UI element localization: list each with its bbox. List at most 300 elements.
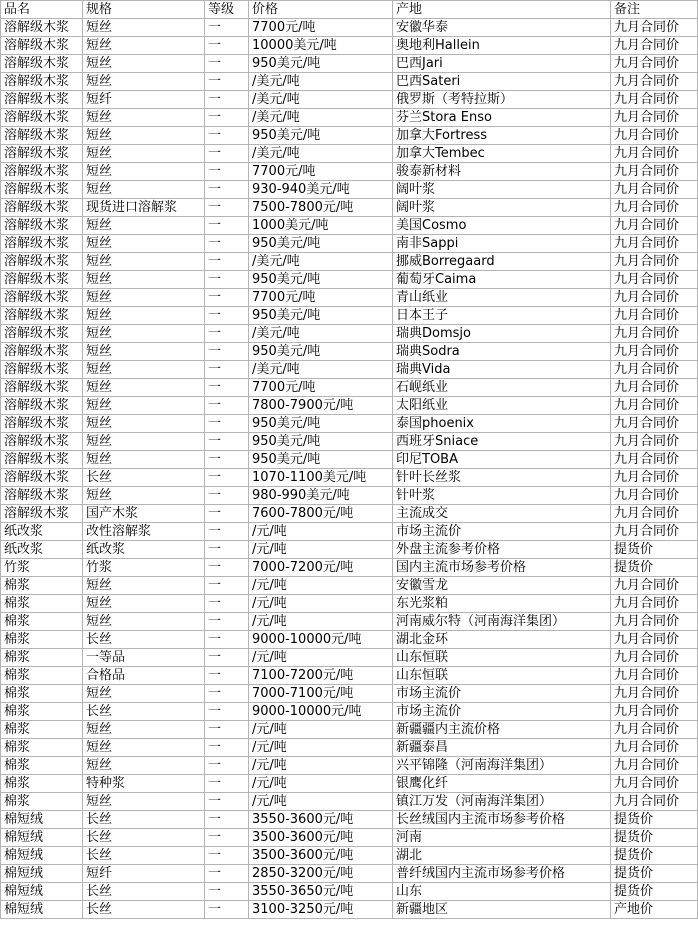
- cell-grade: 一: [205, 235, 249, 253]
- table-row: [1, 631, 698, 649]
- cell-grade: 一: [205, 163, 249, 181]
- cell-grade: 一: [205, 685, 249, 703]
- cell-origin: 湖北: [393, 847, 611, 865]
- cell-grade: 一: [205, 883, 249, 901]
- cell-note: 九月合同价: [611, 469, 698, 487]
- cell-spec: 短丝: [83, 181, 205, 199]
- cell-note: 九月合同价: [611, 397, 698, 415]
- cell-price: 3500-3600元/吨: [249, 847, 393, 865]
- cell-price: 7700元/吨: [249, 19, 393, 37]
- cell-grade: 一: [205, 541, 249, 559]
- header-origin: 产地: [393, 1, 611, 19]
- cell-price: 10000美元/吨: [249, 37, 393, 55]
- cell-price: 7700元/吨: [249, 379, 393, 397]
- table-row: [1, 901, 698, 919]
- cell-note: 提货价: [611, 829, 698, 847]
- cell-origin: 巴西Sateri: [393, 73, 611, 91]
- cell-origin: 兴平锦隆（河南海洋集团）: [393, 757, 611, 775]
- cell-product: 棉短绒: [1, 829, 83, 847]
- table-row: [1, 343, 698, 361]
- cell-note: 九月合同价: [611, 505, 698, 523]
- cell-price: 1070-1100美元/吨: [249, 469, 393, 487]
- cell-product: 溶解级木浆: [1, 73, 83, 91]
- cell-price: 7700元/吨: [249, 163, 393, 181]
- cell-spec: 短丝: [83, 145, 205, 163]
- cell-product: 棉浆: [1, 793, 83, 811]
- cell-origin: 瑞典Sodra: [393, 343, 611, 361]
- cell-origin: 太阳纸业: [393, 397, 611, 415]
- cell-product: 溶解级木浆: [1, 433, 83, 451]
- cell-spec: 短丝: [83, 577, 205, 595]
- cell-price: 980-990美元/吨: [249, 487, 393, 505]
- table-row: [1, 739, 698, 757]
- cell-origin: 东光浆粕: [393, 595, 611, 613]
- cell-spec: 一等品: [83, 649, 205, 667]
- cell-grade: 一: [205, 181, 249, 199]
- table-row: [1, 235, 698, 253]
- cell-note: 九月合同价: [611, 757, 698, 775]
- cell-spec: 长丝: [83, 631, 205, 649]
- cell-spec: 长丝: [83, 811, 205, 829]
- cell-note: 九月合同价: [611, 577, 698, 595]
- cell-product: 溶解级木浆: [1, 109, 83, 127]
- cell-note: 九月合同价: [611, 19, 698, 37]
- table-row: [1, 253, 698, 271]
- cell-spec: 短丝: [83, 397, 205, 415]
- cell-origin: 市场主流价: [393, 685, 611, 703]
- table-row: [1, 775, 698, 793]
- cell-origin: 新疆泰昌: [393, 739, 611, 757]
- table-row: [1, 73, 698, 91]
- table-row: [1, 397, 698, 415]
- cell-note: 九月合同价: [611, 343, 698, 361]
- cell-spec: 长丝: [83, 847, 205, 865]
- cell-spec: 特种浆: [83, 775, 205, 793]
- table-row: [1, 451, 698, 469]
- cell-product: 溶解级木浆: [1, 91, 83, 109]
- cell-spec: 改性溶解浆: [83, 523, 205, 541]
- cell-price: 7000-7100元/吨: [249, 685, 393, 703]
- cell-product: 棉浆: [1, 685, 83, 703]
- cell-product: 溶解级木浆: [1, 343, 83, 361]
- cell-spec: 短丝: [83, 289, 205, 307]
- cell-spec: 长丝: [83, 883, 205, 901]
- cell-grade: 一: [205, 325, 249, 343]
- cell-product: 棉浆: [1, 739, 83, 757]
- cell-price: /美元/吨: [249, 361, 393, 379]
- cell-origin: 石岘纸业: [393, 379, 611, 397]
- table-row: [1, 559, 698, 577]
- cell-grade: 一: [205, 595, 249, 613]
- cell-note: 九月合同价: [611, 685, 698, 703]
- cell-spec: 短丝: [83, 343, 205, 361]
- cell-price: 950美元/吨: [249, 415, 393, 433]
- cell-spec: 短丝: [83, 433, 205, 451]
- cell-price: /元/吨: [249, 721, 393, 739]
- cell-spec: 短纤: [83, 865, 205, 883]
- cell-spec: 短丝: [83, 307, 205, 325]
- cell-grade: 一: [205, 721, 249, 739]
- cell-note: 九月合同价: [611, 145, 698, 163]
- table-row: [1, 883, 698, 901]
- cell-origin: 瑞典Vida: [393, 361, 611, 379]
- cell-spec: 短丝: [83, 163, 205, 181]
- cell-grade: 一: [205, 433, 249, 451]
- cell-note: 九月合同价: [611, 379, 698, 397]
- cell-origin: 青山纸业: [393, 289, 611, 307]
- cell-price: 950美元/吨: [249, 451, 393, 469]
- cell-origin: 俄罗斯（考特拉斯）: [393, 91, 611, 109]
- cell-origin: 针叶长丝浆: [393, 469, 611, 487]
- cell-product: 溶解级木浆: [1, 487, 83, 505]
- cell-spec: 短丝: [83, 109, 205, 127]
- table-row: [1, 127, 698, 145]
- cell-spec: 短丝: [83, 19, 205, 37]
- cell-price: 3550-3600元/吨: [249, 811, 393, 829]
- cell-price: 930-940美元/吨: [249, 181, 393, 199]
- cell-price: 950美元/吨: [249, 271, 393, 289]
- table-row: [1, 721, 698, 739]
- cell-product: 棉短绒: [1, 847, 83, 865]
- cell-price: 7100-7200元/吨: [249, 667, 393, 685]
- table-row: [1, 829, 698, 847]
- cell-origin: 日本王子: [393, 307, 611, 325]
- cell-product: 棉短绒: [1, 865, 83, 883]
- cell-price: /美元/吨: [249, 325, 393, 343]
- cell-product: 纸改浆: [1, 523, 83, 541]
- cell-note: 九月合同价: [611, 307, 698, 325]
- cell-note: 九月合同价: [611, 127, 698, 145]
- cell-origin: 长丝绒国内主流市场参考价格: [393, 811, 611, 829]
- table-row: [1, 217, 698, 235]
- cell-grade: 一: [205, 19, 249, 37]
- cell-product: 溶解级木浆: [1, 415, 83, 433]
- cell-price: 9000-10000元/吨: [249, 631, 393, 649]
- cell-grade: 一: [205, 901, 249, 919]
- cell-grade: 一: [205, 253, 249, 271]
- cell-product: 溶解级木浆: [1, 235, 83, 253]
- cell-origin: 巴西Jari: [393, 55, 611, 73]
- cell-product: 棉短绒: [1, 883, 83, 901]
- table-row: [1, 109, 698, 127]
- table-body: [1, 19, 698, 919]
- cell-product: 棉浆: [1, 703, 83, 721]
- cell-grade: 一: [205, 703, 249, 721]
- cell-grade: 一: [205, 37, 249, 55]
- cell-product: 溶解级木浆: [1, 127, 83, 145]
- cell-origin: 山东恒联: [393, 649, 611, 667]
- cell-origin: 普纤绒国内主流市场参考价格: [393, 865, 611, 883]
- cell-spec: 短丝: [83, 127, 205, 145]
- table-row: [1, 469, 698, 487]
- cell-spec: 短纤: [83, 91, 205, 109]
- cell-product: 溶解级木浆: [1, 55, 83, 73]
- cell-note: 九月合同价: [611, 523, 698, 541]
- cell-product: 溶解级木浆: [1, 145, 83, 163]
- cell-origin: 西班牙Sniace: [393, 433, 611, 451]
- cell-origin: 美国Cosmo: [393, 217, 611, 235]
- cell-price: 950美元/吨: [249, 55, 393, 73]
- cell-origin: 山东: [393, 883, 611, 901]
- cell-note: 九月合同价: [611, 739, 698, 757]
- cell-grade: 一: [205, 505, 249, 523]
- cell-grade: 一: [205, 847, 249, 865]
- cell-product: 溶解级木浆: [1, 505, 83, 523]
- cell-note: 九月合同价: [611, 415, 698, 433]
- cell-note: 九月合同价: [611, 91, 698, 109]
- cell-price: /元/吨: [249, 613, 393, 631]
- cell-spec: 短丝: [83, 379, 205, 397]
- cell-spec: 短丝: [83, 325, 205, 343]
- cell-note: 九月合同价: [611, 181, 698, 199]
- cell-spec: 短丝: [83, 721, 205, 739]
- cell-origin: 葡萄牙Caima: [393, 271, 611, 289]
- cell-spec: 短丝: [83, 271, 205, 289]
- cell-price: 950美元/吨: [249, 235, 393, 253]
- cell-grade: 一: [205, 379, 249, 397]
- cell-origin: 挪威Borregaard: [393, 253, 611, 271]
- cell-grade: 一: [205, 739, 249, 757]
- cell-origin: 河南: [393, 829, 611, 847]
- cell-product: 棉浆: [1, 757, 83, 775]
- cell-product: 溶解级木浆: [1, 19, 83, 37]
- cell-origin: 加拿大Tembec: [393, 145, 611, 163]
- cell-note: 提货价: [611, 847, 698, 865]
- table-row: [1, 847, 698, 865]
- cell-origin: 湖北金环: [393, 631, 611, 649]
- cell-spec: 短丝: [83, 73, 205, 91]
- cell-grade: 一: [205, 667, 249, 685]
- cell-note: 九月合同价: [611, 73, 698, 91]
- cell-grade: 一: [205, 307, 249, 325]
- cell-spec: 长丝: [83, 829, 205, 847]
- cell-spec: 短丝: [83, 451, 205, 469]
- cell-note: 九月合同价: [611, 649, 698, 667]
- table-row: [1, 361, 698, 379]
- cell-spec: 短丝: [83, 487, 205, 505]
- cell-origin: 安徽华泰: [393, 19, 611, 37]
- cell-grade: 一: [205, 217, 249, 235]
- cell-origin: 外盘主流参考价格: [393, 541, 611, 559]
- cell-price: 9000-10000元/吨: [249, 703, 393, 721]
- cell-grade: 一: [205, 451, 249, 469]
- cell-price: 2850-3200元/吨: [249, 865, 393, 883]
- cell-grade: 一: [205, 757, 249, 775]
- cell-product: 溶解级木浆: [1, 253, 83, 271]
- table-row: [1, 163, 698, 181]
- cell-price: 950美元/吨: [249, 343, 393, 361]
- cell-note: 九月合同价: [611, 271, 698, 289]
- cell-grade: 一: [205, 865, 249, 883]
- cell-product: 溶解级木浆: [1, 37, 83, 55]
- cell-origin: 新疆地区: [393, 901, 611, 919]
- table-row: [1, 55, 698, 73]
- cell-origin: 安徽雪龙: [393, 577, 611, 595]
- cell-product: 棉浆: [1, 577, 83, 595]
- cell-price: /元/吨: [249, 595, 393, 613]
- cell-note: 提货价: [611, 865, 698, 883]
- table-row: [1, 325, 698, 343]
- cell-grade: 一: [205, 649, 249, 667]
- cell-spec: 长丝: [83, 703, 205, 721]
- cell-product: 溶解级木浆: [1, 379, 83, 397]
- cell-note: 九月合同价: [611, 199, 698, 217]
- cell-spec: 短丝: [83, 253, 205, 271]
- cell-price: 7600-7800元/吨: [249, 505, 393, 523]
- cell-note: 提货价: [611, 559, 698, 577]
- cell-note: 产地价: [611, 901, 698, 919]
- cell-product: 棉浆: [1, 631, 83, 649]
- table-row: [1, 577, 698, 595]
- cell-origin: 针叶浆: [393, 487, 611, 505]
- cell-note: 九月合同价: [611, 667, 698, 685]
- cell-price: /元/吨: [249, 577, 393, 595]
- cell-spec: 长丝: [83, 469, 205, 487]
- cell-price: 1000美元/吨: [249, 217, 393, 235]
- cell-spec: 竹浆: [83, 559, 205, 577]
- cell-origin: 河南威尔特（河南海洋集团）: [393, 613, 611, 631]
- cell-origin: 印尼TOBA: [393, 451, 611, 469]
- cell-origin: 奥地利Hallein: [393, 37, 611, 55]
- cell-price: /元/吨: [249, 649, 393, 667]
- cell-product: 溶解级木浆: [1, 307, 83, 325]
- cell-spec: 合格品: [83, 667, 205, 685]
- cell-note: 九月合同价: [611, 289, 698, 307]
- table-row: [1, 811, 698, 829]
- cell-note: 提货价: [611, 883, 698, 901]
- cell-price: /元/吨: [249, 541, 393, 559]
- cell-price: 7500-7800元/吨: [249, 199, 393, 217]
- header-grade: 等级: [205, 1, 249, 19]
- table-row: [1, 757, 698, 775]
- cell-origin: 阔叶浆: [393, 181, 611, 199]
- cell-grade: 一: [205, 469, 249, 487]
- cell-grade: 一: [205, 271, 249, 289]
- cell-origin: 南非Sappi: [393, 235, 611, 253]
- table-row: [1, 667, 698, 685]
- cell-product: 棉浆: [1, 613, 83, 631]
- cell-note: 九月合同价: [611, 487, 698, 505]
- cell-note: 提货价: [611, 541, 698, 559]
- cell-origin: 新疆疆内主流价格: [393, 721, 611, 739]
- cell-product: 纸改浆: [1, 541, 83, 559]
- cell-product: 棉浆: [1, 775, 83, 793]
- cell-spec: 短丝: [83, 235, 205, 253]
- cell-price: 3100-3250元/吨: [249, 901, 393, 919]
- cell-note: 九月合同价: [611, 55, 698, 73]
- cell-price: 7700元/吨: [249, 289, 393, 307]
- cell-product: 棉浆: [1, 667, 83, 685]
- cell-spec: 长丝: [83, 901, 205, 919]
- cell-price: 7800-7900元/吨: [249, 397, 393, 415]
- cell-price: /美元/吨: [249, 253, 393, 271]
- header-row: [1, 1, 698, 19]
- cell-price: 7000-7200元/吨: [249, 559, 393, 577]
- table-row: [1, 613, 698, 631]
- table-row: [1, 703, 698, 721]
- cell-grade: 一: [205, 199, 249, 217]
- cell-grade: 一: [205, 127, 249, 145]
- table-row: [1, 415, 698, 433]
- cell-note: 九月合同价: [611, 109, 698, 127]
- cell-note: 九月合同价: [611, 433, 698, 451]
- cell-note: 九月合同价: [611, 775, 698, 793]
- cell-product: 溶解级木浆: [1, 361, 83, 379]
- cell-price: /美元/吨: [249, 91, 393, 109]
- header-product: 品名: [1, 1, 83, 19]
- cell-price: 950美元/吨: [249, 433, 393, 451]
- cell-price: /元/吨: [249, 793, 393, 811]
- table-row: [1, 649, 698, 667]
- cell-origin: 加拿大Fortress: [393, 127, 611, 145]
- table-row: [1, 181, 698, 199]
- cell-note: 提货价: [611, 811, 698, 829]
- cell-spec: 短丝: [83, 415, 205, 433]
- cell-note: 九月合同价: [611, 361, 698, 379]
- cell-origin: 镇江万发（河南海洋集团）: [393, 793, 611, 811]
- cell-price: /元/吨: [249, 757, 393, 775]
- cell-grade: 一: [205, 415, 249, 433]
- cell-origin: 瑞典Domsjo: [393, 325, 611, 343]
- cell-spec: 国产木浆: [83, 505, 205, 523]
- cell-grade: 一: [205, 55, 249, 73]
- cell-spec: 短丝: [83, 55, 205, 73]
- cell-product: 竹浆: [1, 559, 83, 577]
- table-row: [1, 487, 698, 505]
- cell-spec: 短丝: [83, 217, 205, 235]
- cell-grade: 一: [205, 91, 249, 109]
- cell-grade: 一: [205, 559, 249, 577]
- cell-price: /美元/吨: [249, 145, 393, 163]
- cell-grade: 一: [205, 613, 249, 631]
- cell-product: 溶解级木浆: [1, 217, 83, 235]
- cell-product: 溶解级木浆: [1, 325, 83, 343]
- cell-grade: 一: [205, 343, 249, 361]
- cell-note: 九月合同价: [611, 613, 698, 631]
- cell-origin: 市场主流价: [393, 703, 611, 721]
- table-row: [1, 307, 698, 325]
- cell-note: 九月合同价: [611, 253, 698, 271]
- cell-grade: 一: [205, 289, 249, 307]
- cell-note: 九月合同价: [611, 721, 698, 739]
- table-row: [1, 865, 698, 883]
- cell-note: 九月合同价: [611, 163, 698, 181]
- cell-grade: 一: [205, 631, 249, 649]
- cell-origin: 市场主流价: [393, 523, 611, 541]
- cell-note: 九月合同价: [611, 793, 698, 811]
- cell-spec: 现货进口溶解浆: [83, 199, 205, 217]
- cell-price: /美元/吨: [249, 73, 393, 91]
- cell-price: 3500-3600元/吨: [249, 829, 393, 847]
- cell-origin: 山东恒联: [393, 667, 611, 685]
- cell-spec: 短丝: [83, 613, 205, 631]
- cell-product: 溶解级木浆: [1, 289, 83, 307]
- cell-price: 950美元/吨: [249, 127, 393, 145]
- cell-origin: 国内主流市场参考价格: [393, 559, 611, 577]
- cell-origin: 芬兰Stora Enso: [393, 109, 611, 127]
- table-row: [1, 145, 698, 163]
- cell-grade: 一: [205, 397, 249, 415]
- cell-price: 3550-3650元/吨: [249, 883, 393, 901]
- table-row: [1, 595, 698, 613]
- table-row: [1, 523, 698, 541]
- cell-product: 棉短绒: [1, 811, 83, 829]
- cell-price: 950美元/吨: [249, 307, 393, 325]
- cell-product: 棉浆: [1, 721, 83, 739]
- cell-origin: 银鹰化纤: [393, 775, 611, 793]
- cell-grade: 一: [205, 793, 249, 811]
- cell-grade: 一: [205, 775, 249, 793]
